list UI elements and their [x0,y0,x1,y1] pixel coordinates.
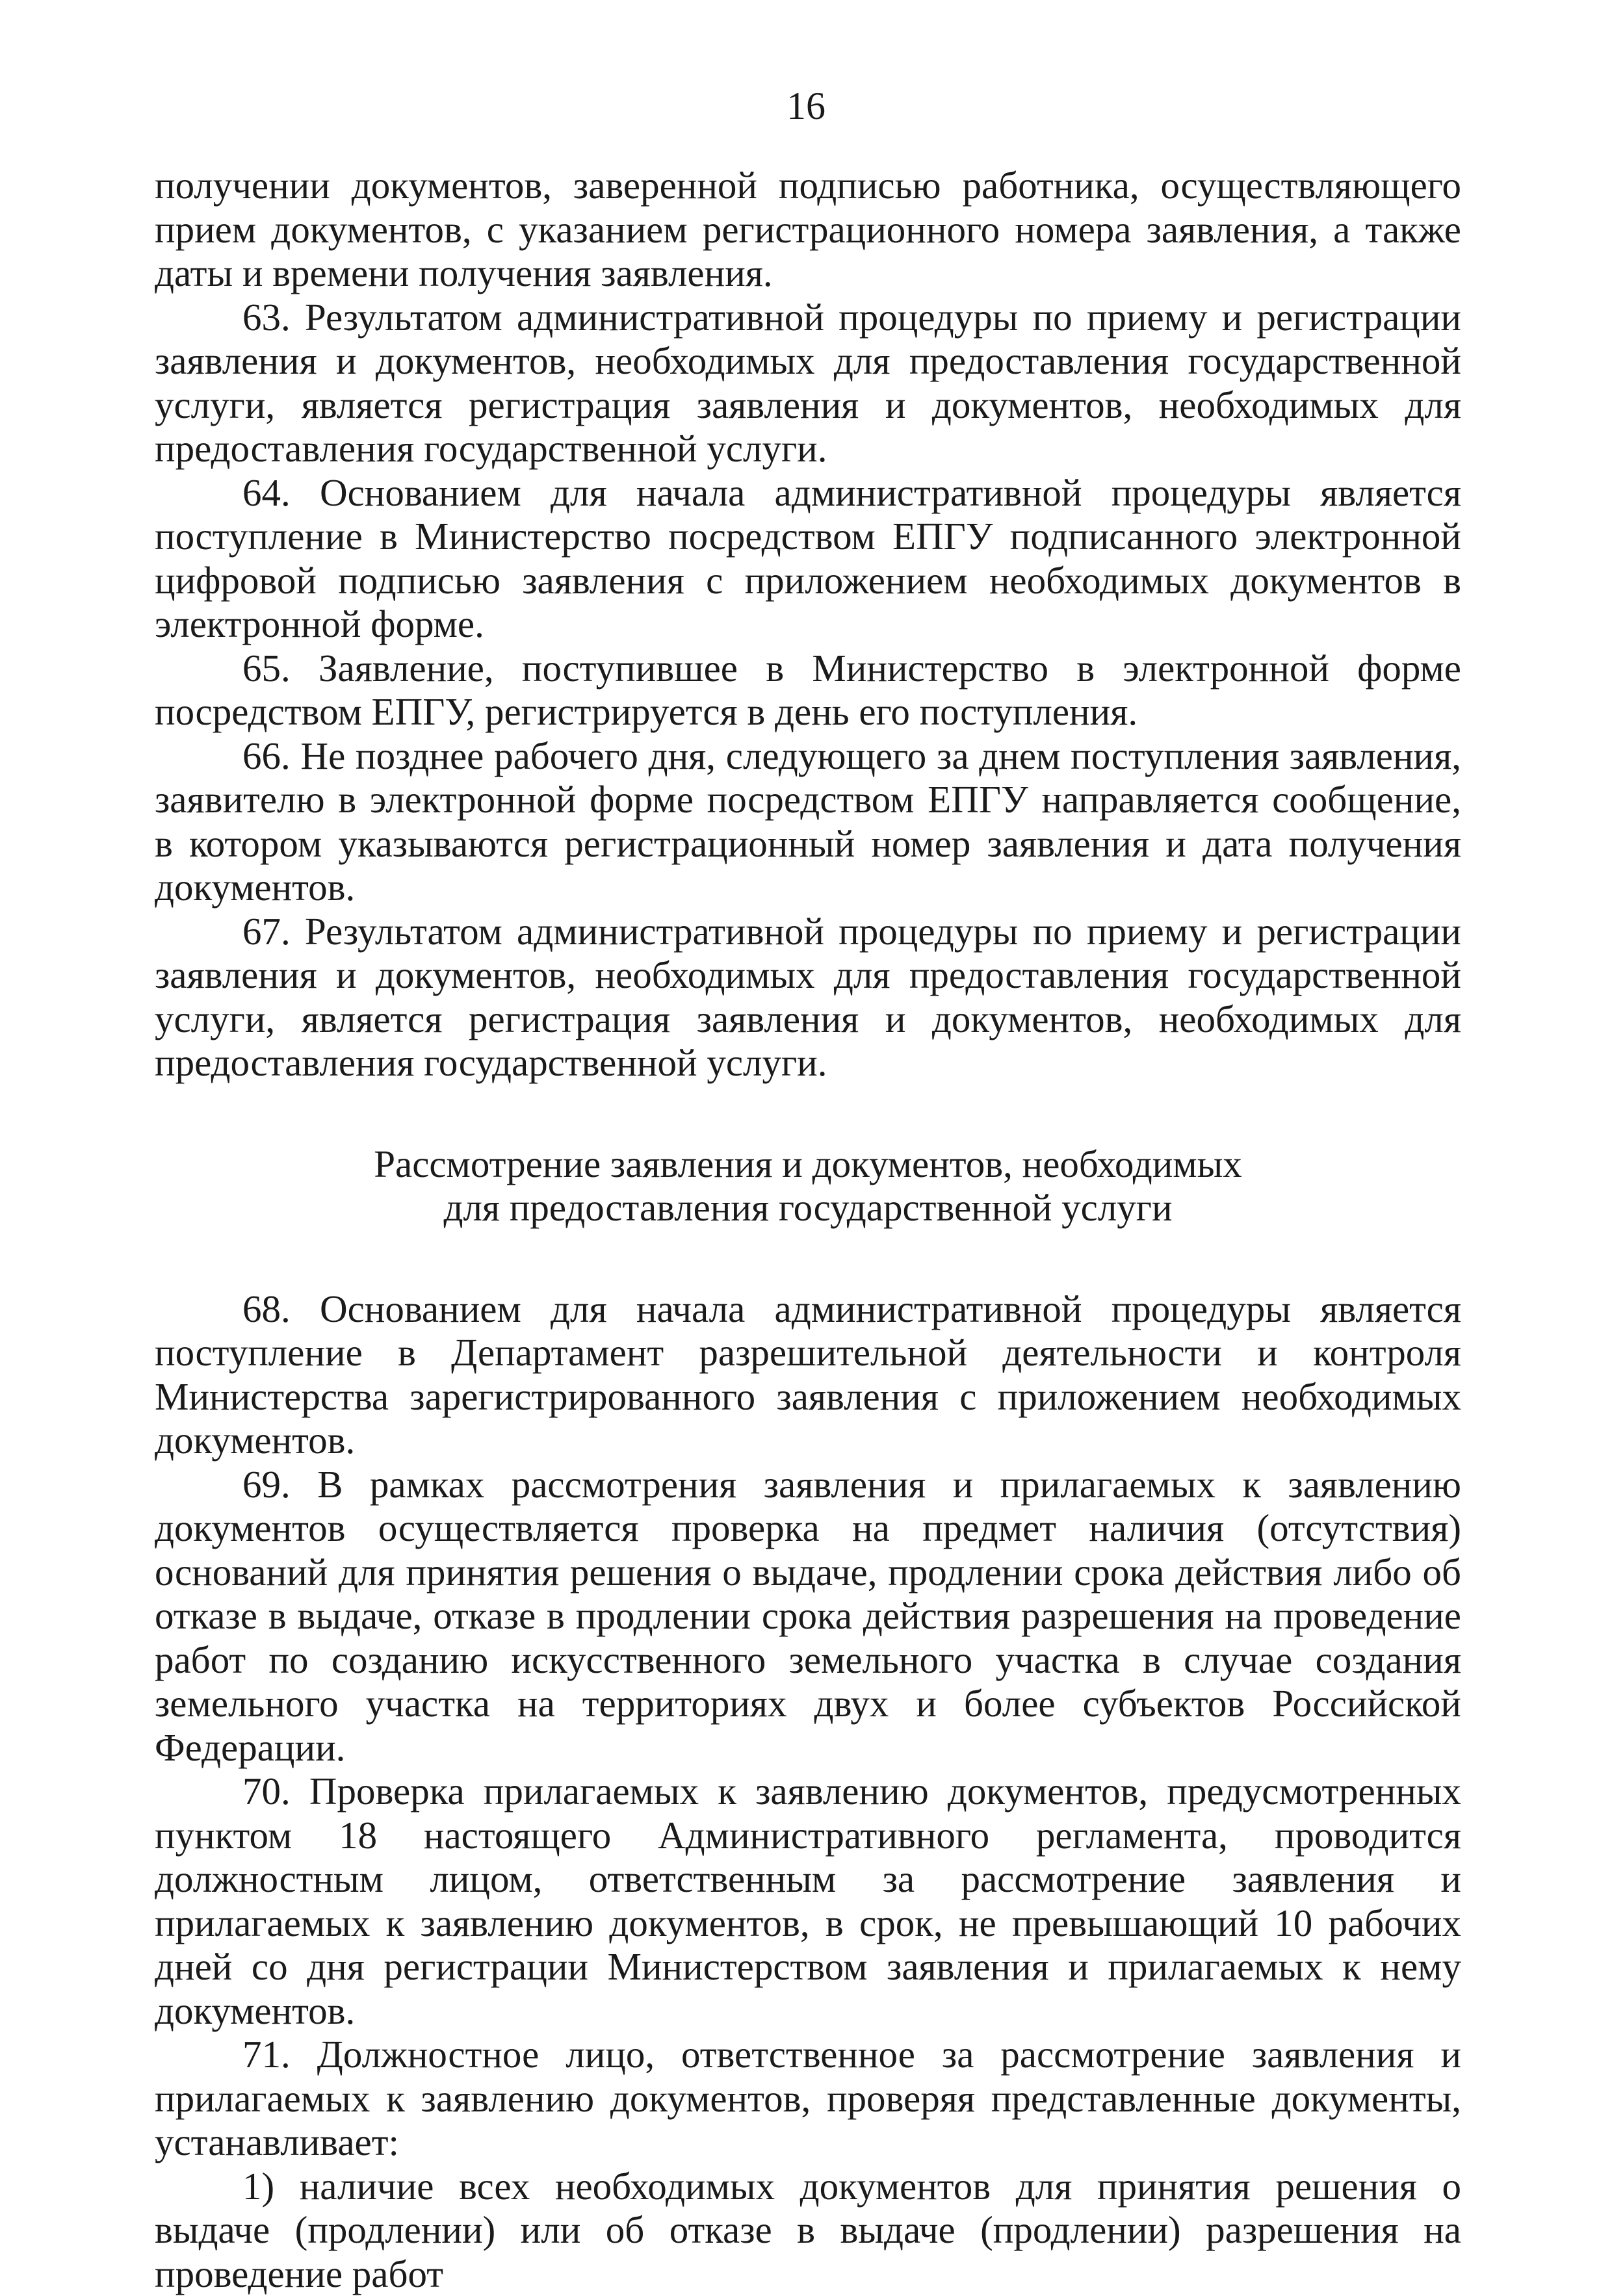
paragraph-63: 63. Результатом административной процедуры по приему и регистрации заявления и документов, необходимых для предоставления государственной услуги, является регистрация заявления и документов, необходимых для предоставления государственной услуги. [155,296,1461,471]
paragraph-67: 67. Результатом административной процедуры по приему и регистрации заявления и документов, необходимых для предоставления государственной услуги, является регистрация заявления и документов, необходимых для предоставления государственной услуги. [155,910,1461,1085]
paragraph-70: 70. Проверка прилагаемых к заявлению документов, предусмотренных пунктом 18 настоящего Административного регламента, проводится должностным лицом, ответственным за рассмотрение заявления и прилагаемых к заявлению документов, в срок, не превышающий 10 рабочих дней со дня регистрации Министерством заявления и прилагаемых к нему документов. [155,1770,1461,2033]
list-item-1: 1) наличие всех необходимых документов для принятия решения о выдаче (продлении) или об отказе в выдаче (продлении) разрешения на проведение работ [155,2165,1461,2296]
section-heading-line-2: для предоставления государственной услуги [155,1186,1461,1230]
paragraph-66: 66. Не позднее рабочего дня, следующего за днем поступления заявления, заявителю в электронной форме посредством ЕПГУ направляется сообщение, в котором указываются регистрационный номер заявления и дата получения документов. [155,734,1461,910]
paragraph-continuation: получении документов, заверенной подписью работника, осуществляющего прием документов, с указанием регистрационного номера заявления, а также даты и времени получения заявления. [155,164,1461,296]
page-number: 16 [0,83,1612,129]
paragraph-65: 65. Заявление, поступившее в Министерство в электронной форме посредством ЕПГУ, регистрируется в день его поступления. [155,647,1461,734]
section-heading [155,1142,1461,1230]
paragraph-68: 68. Основанием для начала административной процедуры является поступление в Департамент разрешительной деятельности и контроля Министерства зарегистрированного заявления с приложением необходимых документов. [155,1287,1461,1463]
paragraph-71: 71. Должностное лицо, ответственное за рассмотрение заявления и прилагаемых к заявлению документов, проверяя представленные документы, устанавливает: [155,2033,1461,2165]
section-heading-line-1: Рассмотрение заявления и документов, необходимых [155,1142,1461,1187]
paragraph-69: 69. В рамках рассмотрения заявления и прилагаемых к заявлению документов осуществляется проверка на предмет наличия (отсутствия) оснований для принятия решения о выдаче, продлении срока действия либо об отказе в выдаче, отказе в продлении срока действия разрешения на проведение работ по созданию искусственного земельного участка в случае создания земельного участка на территориях двух и более субъектов Российской Федерации. [155,1463,1461,1770]
paragraph-64: 64. Основанием для начала административной процедуры является поступление в Министерство посредством ЕПГУ подписанного электронной цифровой подписью заявления с приложением необходимых документов в электронной форме. [155,471,1461,647]
document-body [155,164,1461,2296]
